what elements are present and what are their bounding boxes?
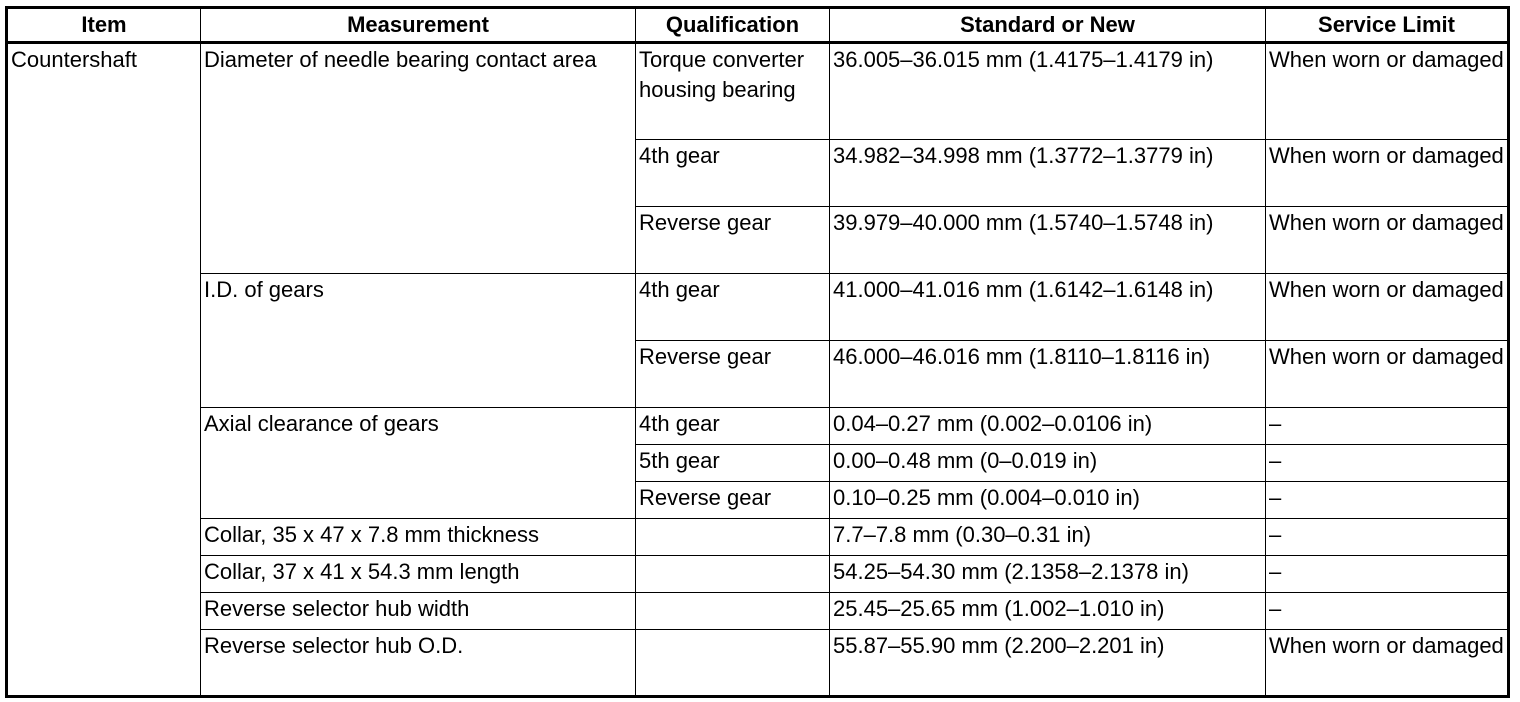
service-limit-cell: – <box>1266 556 1509 593</box>
service-limit-cell: – <box>1266 445 1509 482</box>
standard-cell: 39.979–40.000 mm (1.5740–1.5748 in) <box>830 207 1266 274</box>
spec-table <box>5 6 1510 698</box>
header-item: Item <box>7 8 201 43</box>
qualification-cell <box>636 519 830 556</box>
qualification-cell: 5th gear <box>636 445 830 482</box>
service-limit-cell: When worn or damaged <box>1266 140 1509 207</box>
measurement-cell: Axial clearance of gears <box>201 408 636 519</box>
table-row <box>7 630 1509 697</box>
service-limit-cell: – <box>1266 519 1509 556</box>
qualification-cell: Reverse gear <box>636 482 830 519</box>
service-limit-cell: – <box>1266 593 1509 630</box>
table-row <box>7 408 1509 445</box>
service-limit-cell: – <box>1266 482 1509 519</box>
standard-cell: 36.005–36.015 mm (1.4175–1.4179 in) <box>830 43 1266 140</box>
qualification-cell: 4th gear <box>636 140 830 207</box>
measurement-cell: Collar, 37 x 41 x 54.3 mm length <box>201 556 636 593</box>
table-row <box>7 556 1509 593</box>
qualification-cell: Torque converter housing bearing <box>636 43 830 140</box>
service-limit-cell: When worn or damaged <box>1266 630 1509 697</box>
measurement-cell: I.D. of gears <box>201 274 636 408</box>
standard-cell: 34.982–34.998 mm (1.3772–1.3779 in) <box>830 140 1266 207</box>
qualification-cell <box>636 593 830 630</box>
standard-cell: 0.04–0.27 mm (0.002–0.0106 in) <box>830 408 1266 445</box>
standard-cell: 0.10–0.25 mm (0.004–0.010 in) <box>830 482 1266 519</box>
qualification-cell: Reverse gear <box>636 341 830 408</box>
header-row <box>7 8 1509 43</box>
qualification-cell: 4th gear <box>636 274 830 341</box>
standard-cell: 55.87–55.90 mm (2.200–2.201 in) <box>830 630 1266 697</box>
standard-cell: 7.7–7.8 mm (0.30–0.31 in) <box>830 519 1266 556</box>
measurement-cell: Collar, 35 x 47 x 7.8 mm thickness <box>201 519 636 556</box>
table-row <box>7 519 1509 556</box>
service-limit-cell: When worn or damaged <box>1266 274 1509 341</box>
table-row <box>7 593 1509 630</box>
standard-cell: 0.00–0.48 mm (0–0.019 in) <box>830 445 1266 482</box>
standard-cell: 41.000–41.016 mm (1.6142–1.6148 in) <box>830 274 1266 341</box>
service-limit-cell: When worn or damaged <box>1266 207 1509 274</box>
header-service-limit: Service Limit <box>1266 8 1509 43</box>
header-standard: Standard or New <box>830 8 1266 43</box>
qualification-cell: Reverse gear <box>636 207 830 274</box>
qualification-cell: 4th gear <box>636 408 830 445</box>
standard-cell: 46.000–46.016 mm (1.8110–1.8116 in) <box>830 341 1266 408</box>
item-cell: Countershaft <box>7 43 201 697</box>
header-qualification: Qualification <box>636 8 830 43</box>
measurement-cell: Reverse selector hub width <box>201 593 636 630</box>
standard-cell: 54.25–54.30 mm (2.1358–2.1378 in) <box>830 556 1266 593</box>
standard-cell: 25.45–25.65 mm (1.002–1.010 in) <box>830 593 1266 630</box>
qualification-cell <box>636 556 830 593</box>
header-measurement: Measurement <box>201 8 636 43</box>
measurement-cell: Reverse selector hub O.D. <box>201 630 636 697</box>
table-row <box>7 274 1509 341</box>
measurement-cell: Diameter of needle bearing contact area <box>201 43 636 274</box>
service-limit-cell: When worn or damaged <box>1266 43 1509 140</box>
service-limit-cell: When worn or damaged <box>1266 341 1509 408</box>
qualification-cell <box>636 630 830 697</box>
table-row <box>7 43 1509 140</box>
service-limit-cell: – <box>1266 408 1509 445</box>
